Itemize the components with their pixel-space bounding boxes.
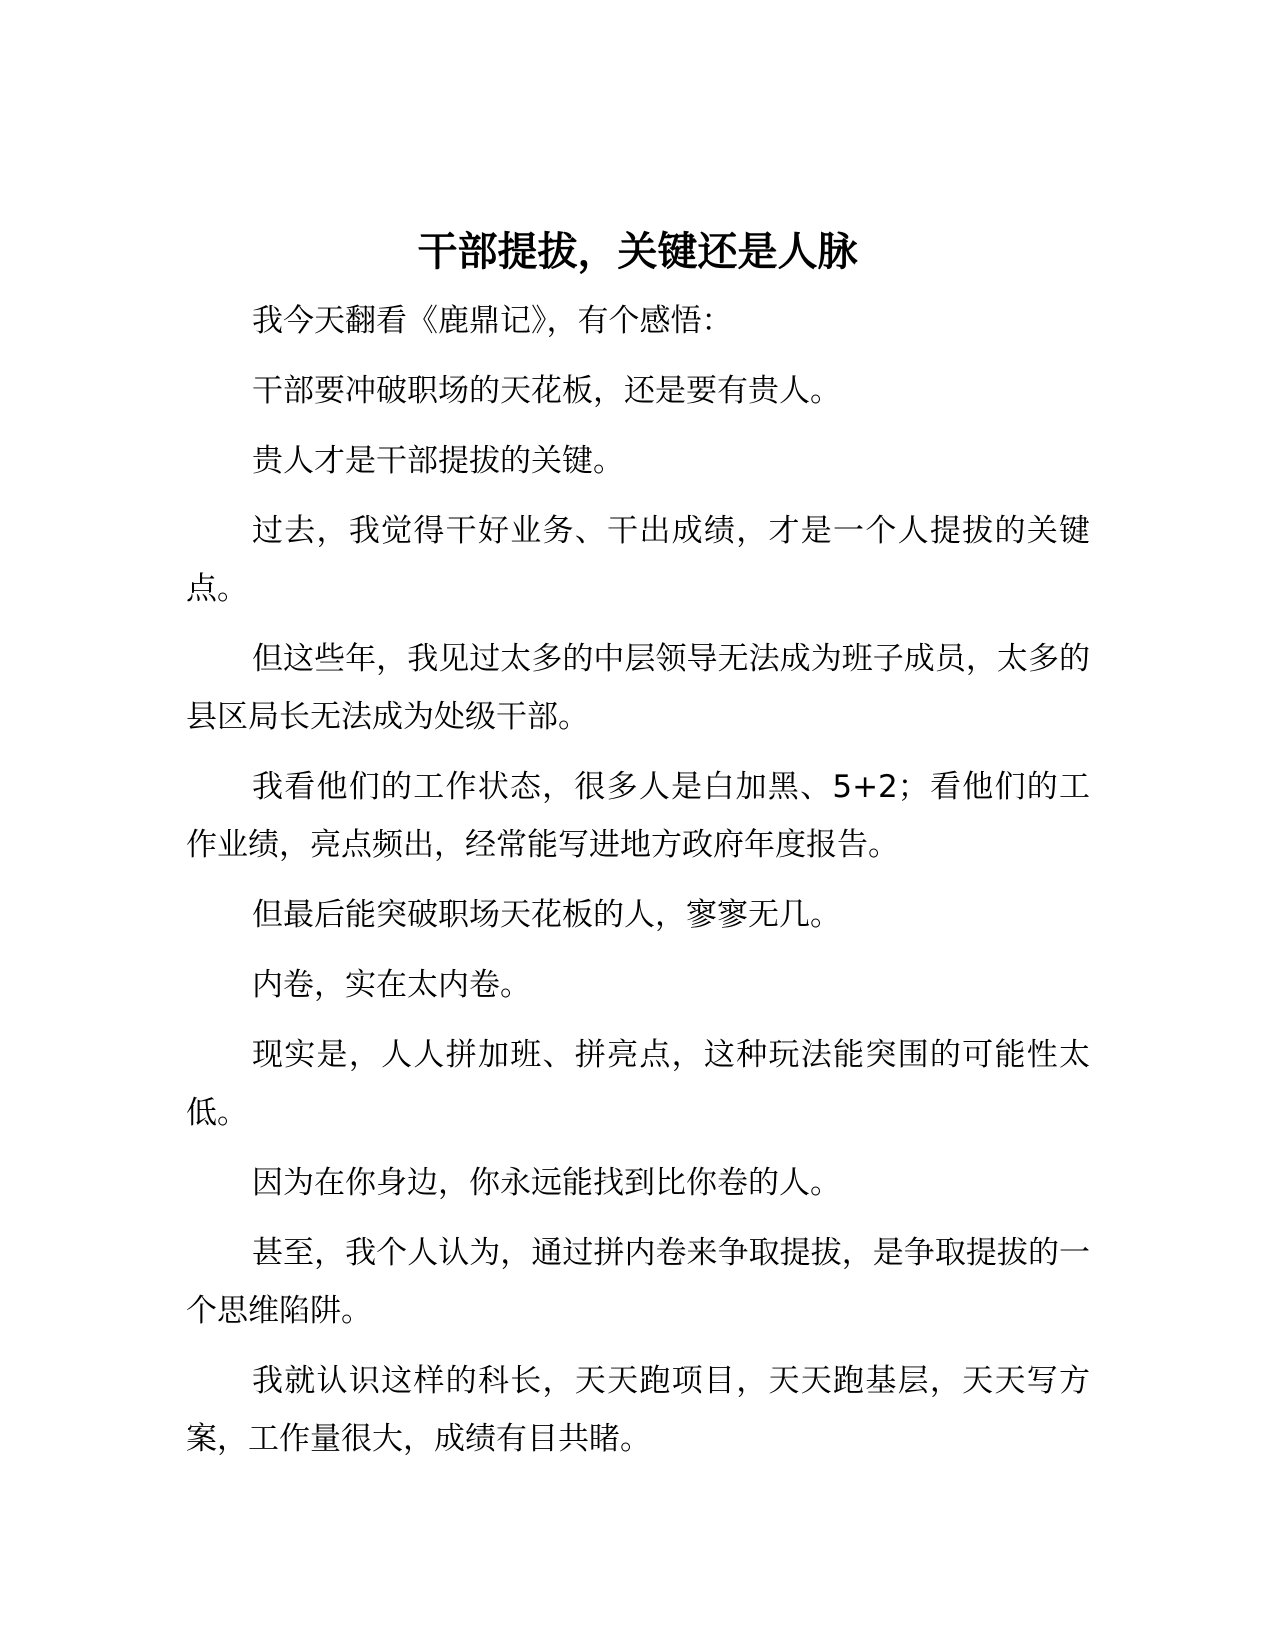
paragraph: 内卷，实在太内卷。	[252, 967, 531, 1003]
paragraph: 我看他们的工作状态，很多人是白加黑、5+2；看他们的工作业绩，亮点频出，经常能写进地方政府年度报告。	[186, 769, 1090, 863]
paragraph: 现实是，人人拼加班、拼亮点，这种玩法能突围的可能性太低。	[186, 1037, 1090, 1131]
paragraph: 贵人才是干部提拔的关键。	[252, 443, 624, 479]
paragraph: 甚至，我个人认为，通过拼内卷来争取提拔，是争取提拔的一个思维陷阱。	[186, 1235, 1090, 1329]
document-body	[186, 292, 1090, 1480]
paragraph: 我就认识这样的科长，天天跑项目，天天跑基层，天天写方案，工作量很大，成绩有目共睹。	[186, 1363, 1090, 1457]
paragraph: 干部要冲破职场的天花板，还是要有贵人。	[252, 373, 841, 409]
paragraph: 但这些年，我见过太多的中层领导无法成为班子成员，太多的县区局长无法成为处级干部。	[186, 641, 1090, 735]
paragraph: 但最后能突破职场天花板的人，寥寥无几。	[252, 897, 841, 933]
paragraph: 过去，我觉得干好业务、干出成绩，才是一个人提拔的关键点。	[186, 513, 1090, 607]
paragraph: 我今天翻看《鹿鼎记》，有个感悟：	[252, 303, 733, 339]
document-title: 干部提拔，关键还是人脉	[417, 229, 858, 275]
paragraph: 因为在你身边，你永远能找到比你卷的人。	[252, 1165, 841, 1201]
